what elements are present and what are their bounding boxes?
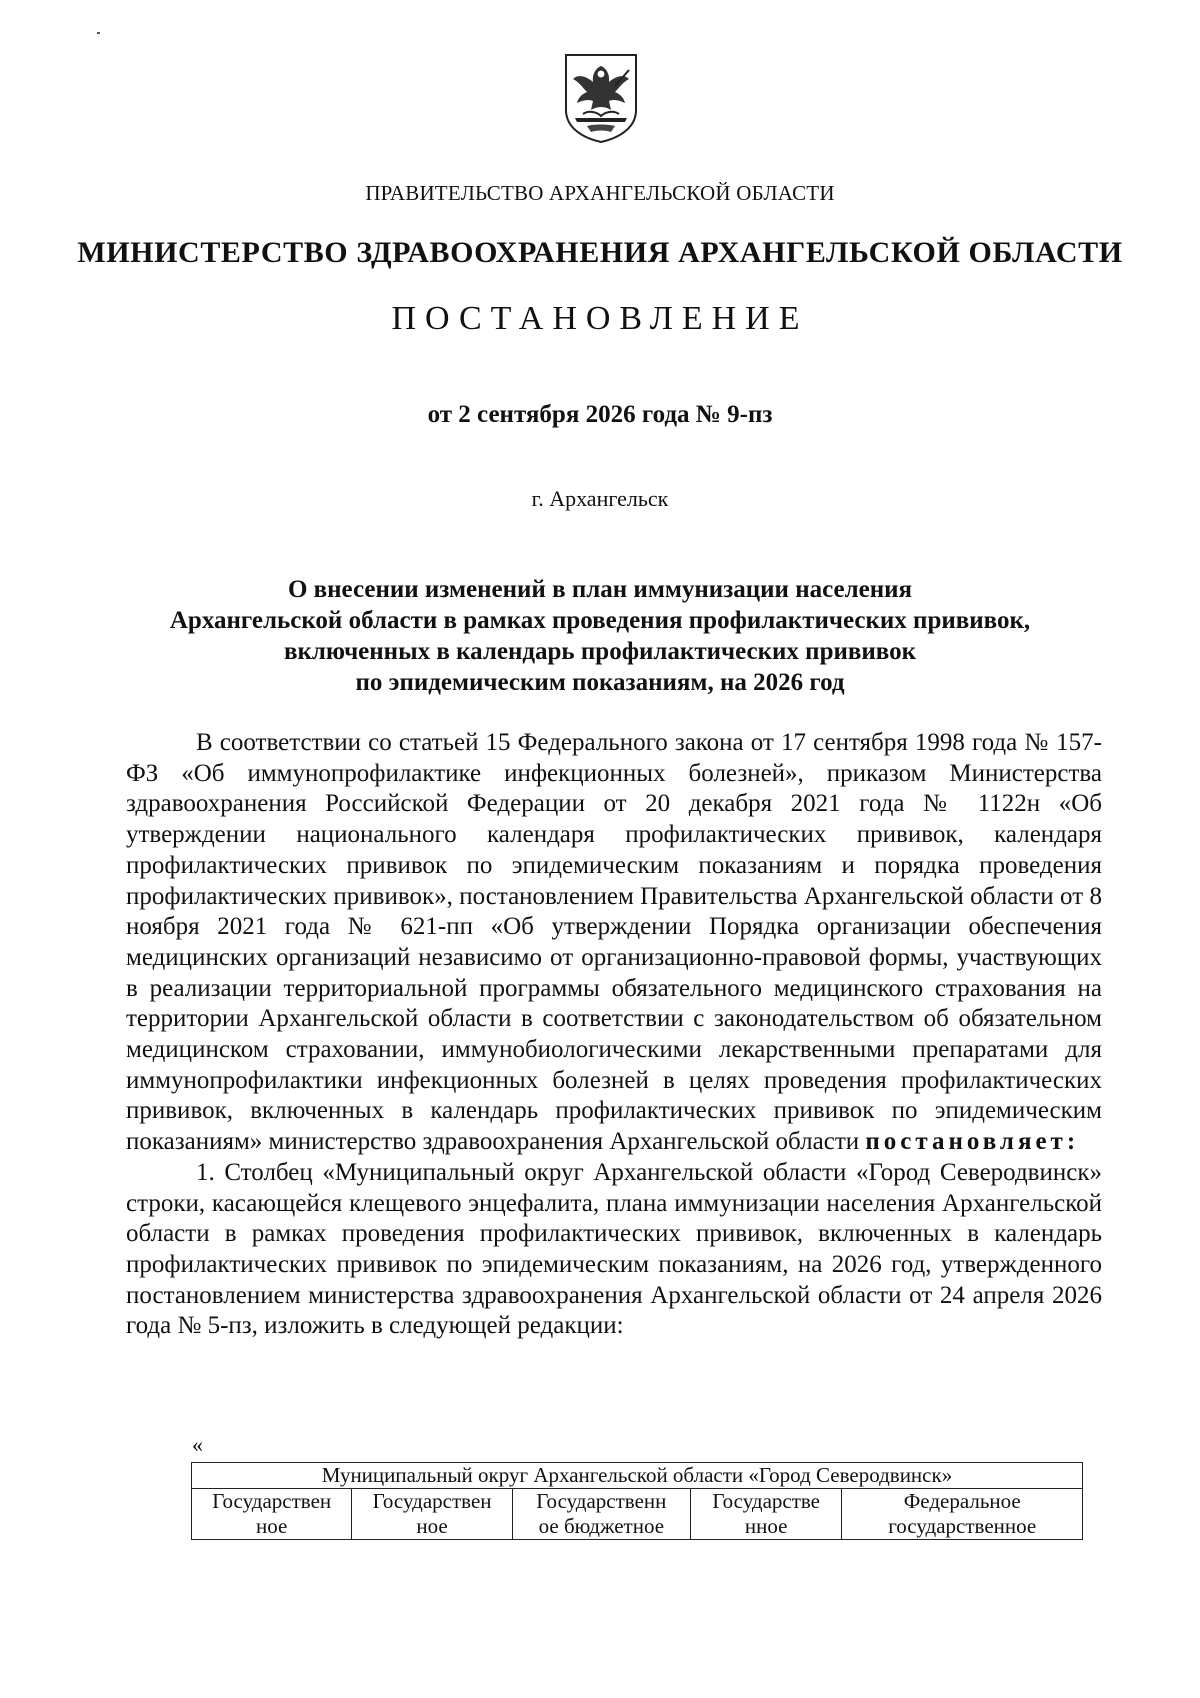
item-1-paragraph: 1. Столбец «Муниципальный округ Архангельской области «Город Северодвинск» строки, касающейся клещевого энцефалита, плана иммунизации населения Архангельской области в рамках проведения профилактических прививок, включенных в календарь профилактических прививок по эпидемическим показаниям, на 2026 год, утвержденного постановлением министерства здравоохранения Архангельской области от 24 апреля 2026 года № 5-пз, изложить в следующей редакции:: [126, 1158, 1102, 1340]
column-label-line: Государствен: [212, 1489, 332, 1513]
column-label-line: нное: [744, 1514, 788, 1538]
table-column-cell: [192, 1489, 352, 1540]
document-title: [110, 574, 1090, 698]
column-label-line: Государственн: [536, 1489, 667, 1513]
document-city: г. Архангельск: [531, 486, 669, 511]
decree-word: постановляет:: [865, 1128, 1080, 1156]
column-label-line: ное: [416, 1514, 448, 1538]
column-label-line: Государстве: [712, 1489, 820, 1513]
table-column-cell: [352, 1489, 512, 1540]
document-body: [126, 728, 1102, 1342]
preamble-paragraph: [126, 728, 1102, 1158]
ministry-name: МИНИСТЕРСТВО ЗДРАВООХРАНЕНИЯ АРХАНГЕЛЬСКОЙ ОБЛАСТИ: [77, 236, 1123, 269]
column-label-line: ное: [256, 1514, 288, 1538]
coat-of-arms-icon: [563, 52, 639, 144]
table-header-row: [192, 1463, 1083, 1489]
table-column-cell: [842, 1489, 1083, 1540]
immunization-table: [191, 1462, 1083, 1540]
title-line: Архангельской области в рамках проведения профилактических прививок,: [169, 607, 1031, 634]
document-date-number: от 2 сентября 2026 года № 9-пз: [427, 401, 773, 428]
scan-speck: [97, 32, 100, 34]
column-label-line: Государствен: [372, 1489, 492, 1513]
preamble-text: В соответствии со статьей 15 Федерального закона от 17 сентября 1998 года № 157-ФЗ «Об иммунопрофилактике инфекционных болезней», приказом Министерства здравоохранения Российской Федерации от 20 декабря 2021 года № 1122н «Об утверждении национального календаря профилактических прививок, календаря профилактических прививок по эпидемическим показаниям и порядка проведения профилактических прививок», постановлением Правительства Архангельской области от 8 ноября 2021 года № 621-пп «Об утверждении Порядка организации обеспечения медицинских организаций независимо от организационно-правовой формы, участвующих в реализации территориальной программы обязательного медицинского страхования на территории Архангельской области в соответствии с законодательством об обязательном медицинском страховании, иммунобиологическими лекарственными препаратами для иммунопрофилактики инфекционных болезней в целях проведения профилактических прививок, включенных в календарь профилактических прививок по эпидемическим показаниям» министерство здравоохранения Архангельской области: [126, 729, 1102, 1156]
column-label-line: государственное: [888, 1514, 1037, 1538]
opening-quote-mark: «: [192, 1432, 203, 1457]
table-columns-row: [192, 1489, 1083, 1540]
title-line: О внесении изменений в план иммунизации населения: [287, 576, 913, 603]
title-line: включенных в календарь профилактических прививок: [283, 638, 917, 665]
document-type: ПОСТАНОВЛЕНИЕ: [391, 300, 809, 337]
table-header-cell: Муниципальный округ Архангельской области «Город Северодвинск»: [192, 1463, 1083, 1489]
table-column-cell: [512, 1489, 690, 1540]
government-name: ПРАВИТЕЛЬСТВО АРХАНГЕЛЬСКОЙ ОБЛАСТИ: [365, 181, 835, 205]
column-label-line: Федеральное: [903, 1489, 1021, 1513]
title-line: по эпидемическим показаниям, на 2026 год: [355, 669, 845, 696]
column-label-line: ое бюджетное: [538, 1514, 665, 1538]
table-column-cell: [690, 1489, 841, 1540]
